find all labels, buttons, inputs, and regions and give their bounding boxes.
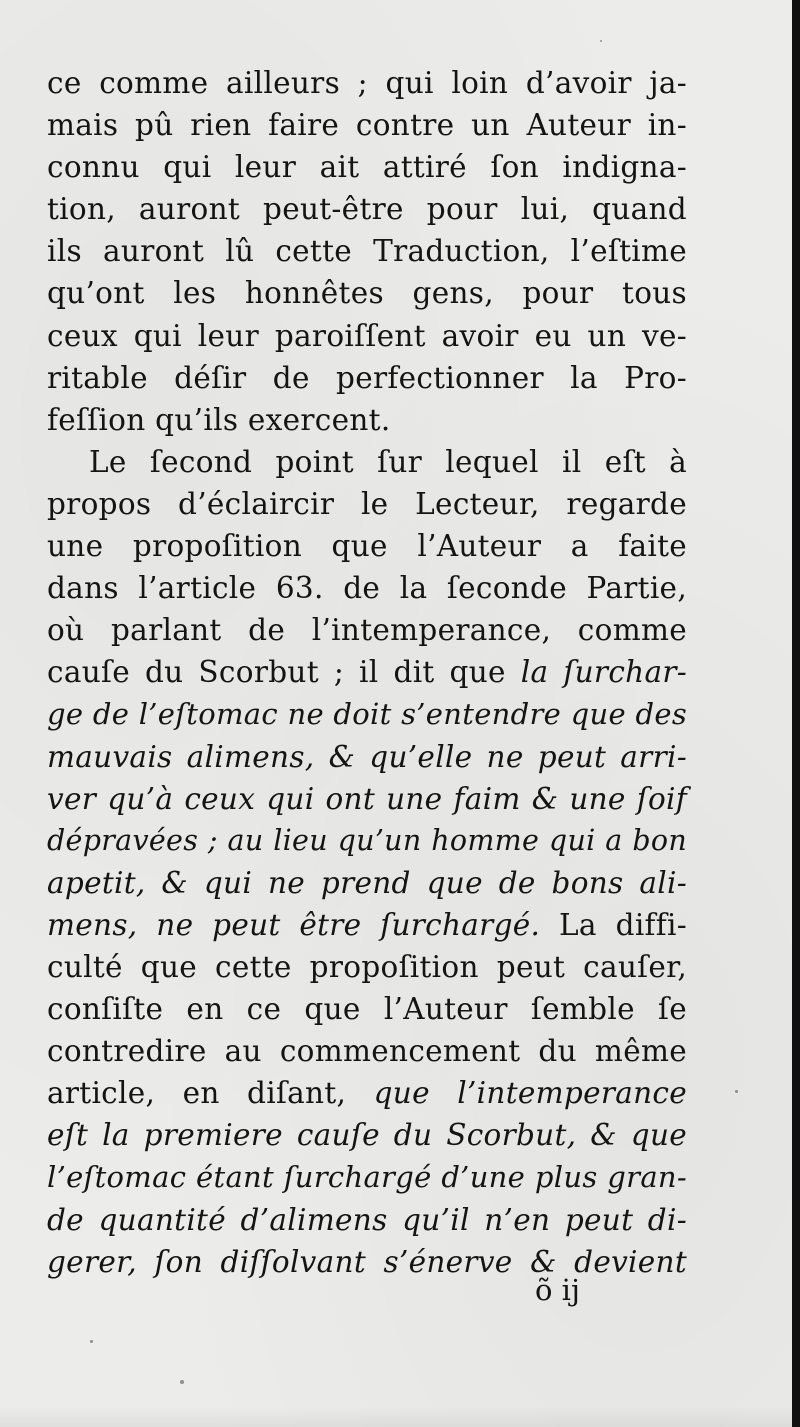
text-line-19: dépravées ; au lieu qu’un homme qui a bon (47, 823, 687, 857)
text-line-3: connu qui leur ait attiré ſon indigna- (47, 150, 687, 185)
text-line-15 (47, 651, 687, 693)
text-line-12: une propoſition que l’Auteur a faite (47, 529, 687, 564)
text-line-16: ge de l’eſtomac ne doit s’entendre que des (47, 697, 687, 732)
text-line-18: ver qu’à ceux qui ont une faim & une ſoif (47, 781, 687, 816)
text-line-20: apetit, & qui ne prend que de bons ali- (47, 865, 687, 900)
text-line-21-italic: mens, ne peut être ſurchargé. (47, 907, 560, 942)
text-line-1: ce comme ailleurs ; qui loin d’avoir ja- (47, 66, 687, 100)
text-line-27: l’eſtomac étant ſurchargé d’une plus gran- (47, 1160, 687, 1195)
text-line-25-roman: article, en diſant, (47, 1076, 374, 1111)
text-line-7: ceux qui leur paroiſſent avoir eu un ve- (47, 318, 687, 353)
text-line-15-roman: cauſe du Scorbut ; il dit que (47, 655, 521, 690)
text-line-23: conſiſte en ce que l’Auteur ſemble ſe (47, 992, 687, 1027)
text-line-25-italic: que l’intemperance (373, 1076, 687, 1111)
text-line-8: ritable déſir de perfectionner la Pro- (47, 360, 687, 395)
text-line-14: où parlant de l’intemperance, comme (47, 613, 687, 648)
text-line-24: contredire au commencement du même (47, 1034, 687, 1069)
text-line-29: gerer, ſon diſſolvant s’énerve & devient (47, 1244, 687, 1279)
page-edge (792, 0, 800, 1427)
text-line-17: mauvais alimens, & qu’elle ne peut arri- (47, 739, 687, 774)
text-line-26: eſt la premiere cauſe du Scorbut, & que (47, 1118, 687, 1153)
text-line-4: tion, auront peut-être pour lui, quand (47, 192, 687, 227)
text-line-21 (47, 904, 687, 946)
text-line-22: culté que cette propoſition peut cauſer, (47, 949, 687, 984)
text-line-9: feſſion qu’ils exercent. (47, 402, 391, 437)
signature-mark: õ ij (535, 1273, 580, 1307)
page-text (47, 62, 687, 1283)
text-line-13: dans l’article 63. de la ſeconde Partie, (47, 571, 687, 606)
text-line-15-italic: la ſurchar- (520, 655, 687, 690)
text-line-2: mais pû rien faire contre un Auteur in- (47, 108, 687, 143)
text-line-25 (47, 1072, 687, 1114)
text-line-5: ils auront lû cette Traduction, l’eſtime (47, 234, 687, 269)
page-shadow (0, 1407, 800, 1427)
text-line-6: qu’ont les honnêtes gens, pour tous (47, 276, 687, 311)
text-line-10: Le ſecond point ſur lequel il eſt à (89, 444, 687, 479)
text-line-21-roman: La diffi- (559, 907, 687, 942)
text-line-11: propos d’éclaircir le Lecteur, regarde (47, 486, 687, 521)
text-line-28: de quantité d’alimens qu’il n’en peut di- (47, 1202, 687, 1237)
